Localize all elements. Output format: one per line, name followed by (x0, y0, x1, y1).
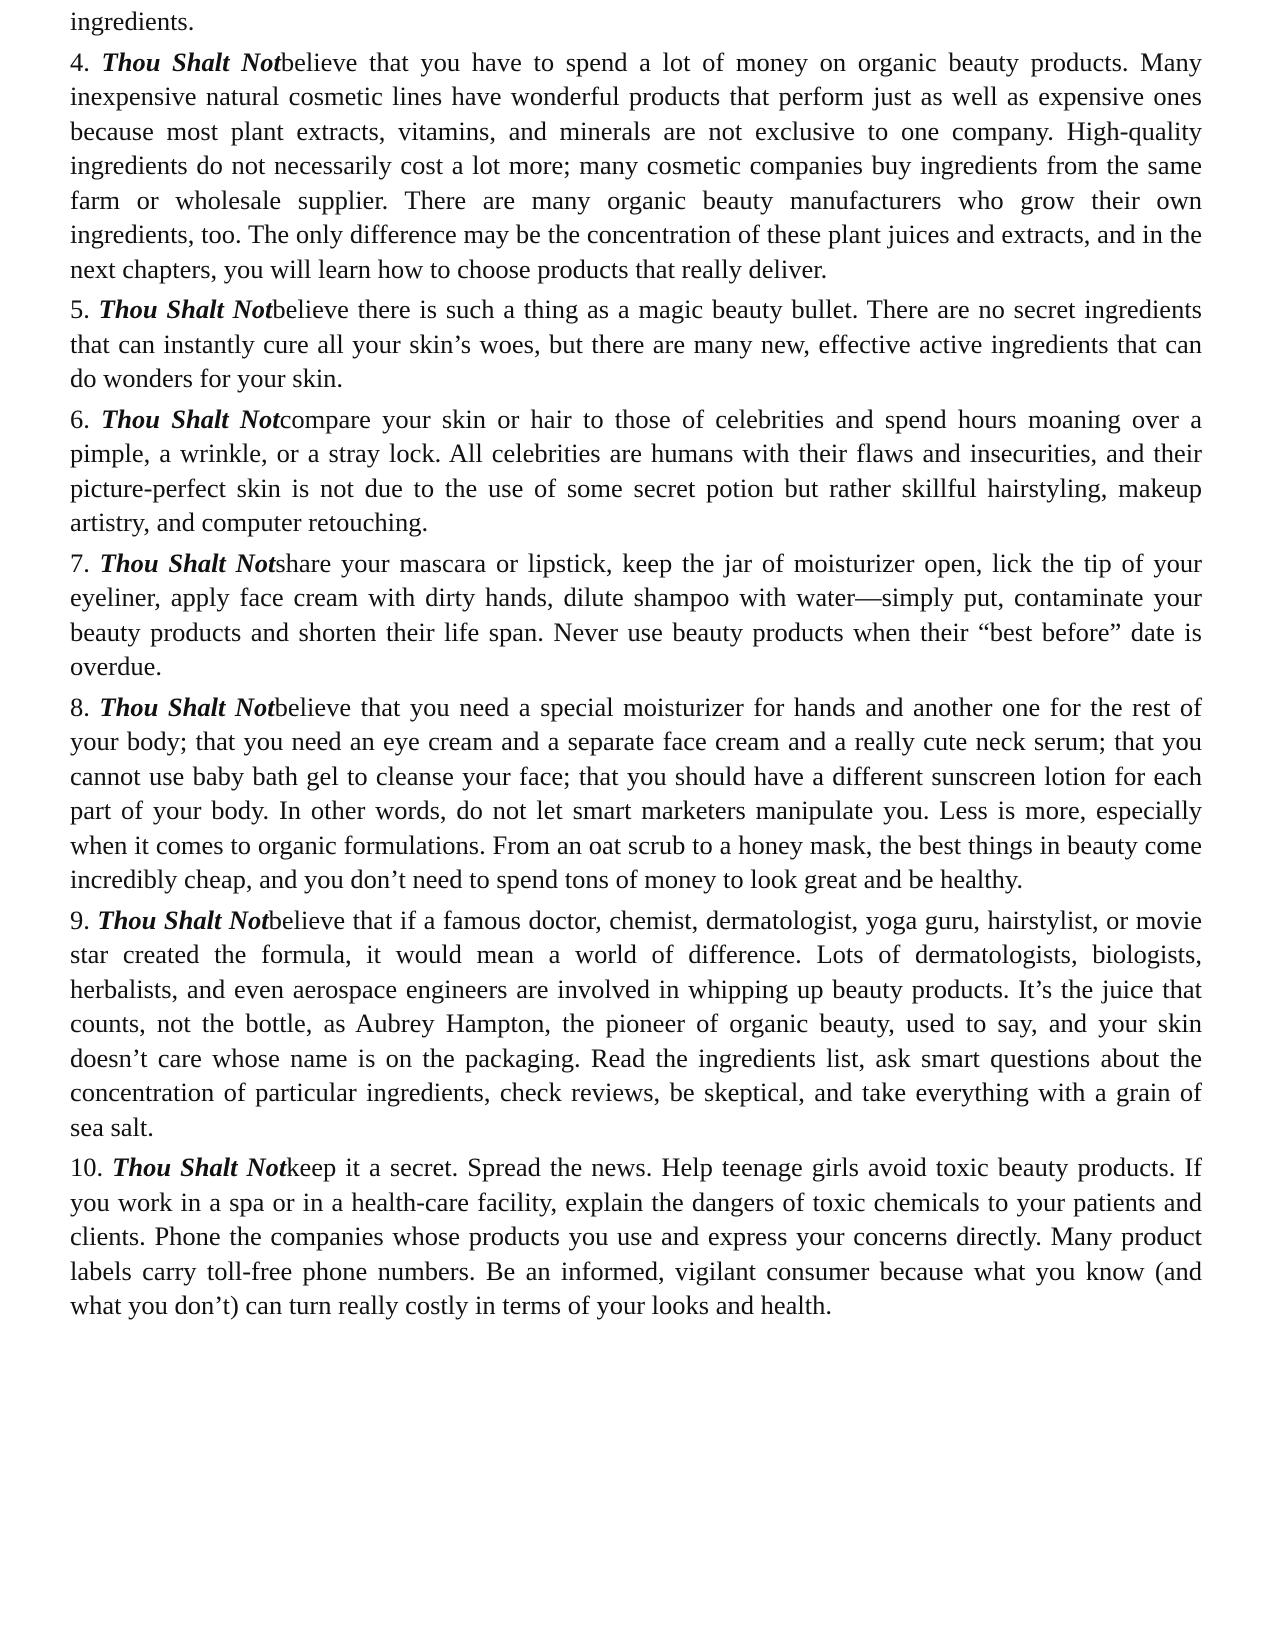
item-number: 10. (70, 1152, 104, 1182)
item-text: believe that you have to spend a lot of money on organic beauty products. Many inexpensive natural cosmetic lines have wonderful products that perform just as well as expensive ones because most plant extracts, vitamins, and minerals are not exclusive to one company. High-quality ingredients do not necessarily cost a lot more; many cosmetic companies buy ingredients from the same farm or wholesale supplier. There are many organic beauty manufacturers who grow their own ingredients, too. The only difference may be the concentration of these plant juices and extracts, and in the next chapters, you will learn how to choose products that really deliver. (70, 46, 1202, 284)
item-number: 9. (70, 904, 90, 935)
item-number: 5. (70, 294, 90, 324)
item-number: 4. (70, 46, 90, 77)
continuation-paragraph (70, 4, 1202, 39)
item-text: believe that you need a special moisturizer for hands and another one for the rest of your body; that you need an eye cream and a separate face cream and a really cute neck serum; that you cannot use baby bath gel to cleanse your face; that you should have a different sunscreen lotion for each part of your body. In other words, do not let smart marketers manipulate you. Less is more, especially when it comes to organic formulations. From an oat scrub to a honey mask, the best things in beauty come incredibly cheap, and you don’t need to spend tons of money to look great and be healthy. (70, 691, 1202, 894)
item-text: keep it a secret. Spread the news. Help teenage girls avoid toxic beauty products. If you work in a spa or in a health-care facility, explain the dangers of toxic chemicals to your patients and clients. Phone the companies whose products you use and express your concerns directly. Many product labels carry toll-free phone numbers. Be an informed, vigilant consumer because what you know (and what you don’t) can turn really costly in terms of your looks and health. (70, 1152, 1202, 1320)
commandment-9 (70, 903, 1202, 1145)
lead-phrase: Thou Shalt Not (99, 547, 276, 578)
commandment-7 (70, 546, 1202, 684)
lead-phrase: Thou Shalt Not (97, 904, 269, 935)
lead-phrase: Thou Shalt Not (101, 403, 280, 434)
lead-phrase: Thou Shalt Not (98, 294, 273, 324)
item-number: 7. (70, 547, 90, 578)
lead-phrase: Thou Shalt Not (99, 691, 275, 722)
item-text: compare your skin or hair to those of celebrities and spend hours moaning over a pimple, a wrinkle, or a stray lock. All celebrities are humans with their flaws and insecurities, and their picture-perfect skin is not due to the use of some secret potion but rather skillful hairstyling, makeup artistry, and computer retouching. (70, 403, 1202, 537)
item-text: believe there is such a thing as a magic beauty bullet. There are no secret ingredients that can instantly cure all your skin’s woes, but there are many new, effective active ingredients that can do wonders for your skin. (70, 294, 1202, 393)
commandment-6 (70, 402, 1202, 540)
commandment-8 (70, 690, 1202, 897)
commandment-10 (70, 1150, 1202, 1323)
item-text: share your mascara or lipstick, keep the jar of moisturizer open, lick the tip of your eyeliner, apply face cream with dirty hands, dilute shampoo with water—simply put, contaminate your beauty products and shorten their life span. Never use beauty products when their “best before” date is overdue. (70, 547, 1202, 681)
lead-phrase: Thou Shalt Not (112, 1152, 287, 1182)
commandment-5 (70, 292, 1202, 396)
item-text: believe that if a famous doctor, chemist, dermatologist, yoga guru, hairstylist, or movie star created the formula, it would mean a world of difference. Lots of dermatologists, biologists, herbalists, and even aerospace engineers are involved in whipping up beauty products. It’s the juice that counts, not the bottle, as Aubrey Hampton, the pioneer of organic beauty, used to say, and your skin doesn’t care whose name is on the packaging. Read the ingredients list, ask smart questions about the concentration of particular ingredients, check reviews, be skeptical, and take everything with a grain of sea salt. (70, 904, 1203, 1142)
item-number: 6. (70, 403, 90, 434)
continuation-text: ingredients. (70, 6, 195, 36)
commandment-4 (70, 45, 1202, 287)
page-body (70, 4, 1202, 1329)
item-number: 8. (70, 691, 90, 722)
lead-phrase: Thou Shalt Not (101, 46, 281, 77)
